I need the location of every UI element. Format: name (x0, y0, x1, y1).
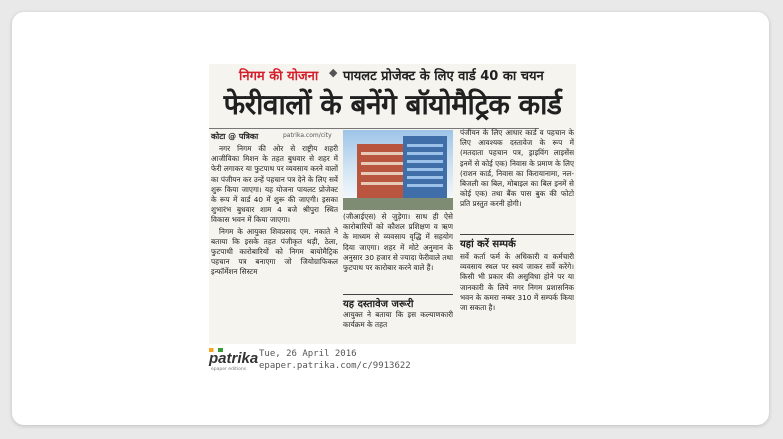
building-left (357, 144, 407, 200)
publish-date: Tue, 26 April 2016 (259, 349, 357, 359)
article-column-1 (211, 144, 338, 341)
footer-meta (259, 348, 411, 372)
article-column-3: आयुक्त ने बताया कि इस कल्याणकारी कार्यक्रम के तहत (343, 310, 453, 330)
epaper-footer (209, 346, 469, 376)
website-label: patrika.com/city (283, 132, 332, 139)
paragraph: निगम के आयुक्त शिवप्रसाद एम. नकाते ने बताया कि इसके तहत पंजीकृत थड़ी, ठेला, फुटपाथी कारोबारियों को निगम बायोमैट्रिक पहचान पत्र बनाएगा जो जियोग्राफिकल इन्फॉर्मेशन सिस्टम (211, 226, 338, 277)
section-title-contact: यहां करें सम्पर्क (460, 234, 574, 250)
subhead-label: पायलट प्रोजेक्ट के लिए वार्ड 40 का चयन (343, 69, 544, 84)
kicker-label: निगम की योजना (239, 69, 319, 84)
topline (209, 66, 576, 84)
epaper-url[interactable]: epaper.patrika.com/c/9913622 (259, 361, 411, 371)
article-photo (343, 130, 453, 210)
newspaper-clipping (209, 64, 576, 344)
ground (343, 198, 453, 210)
article-column-5: सर्वे कर्ता फर्म के अधिकारी व कर्मचारी व्यवसाय स्थल पर स्वयं जाकर सर्वे करेंगे। किसी भी प्रकार की असुविधा होने पर या जानकारी के लिये नगर निगम प्रशासनिक भवन के कमरा नम्बर 310 में सम्पर्क किया जा सकता है। (460, 252, 574, 313)
building-right (403, 136, 447, 200)
dateline: कोटा @ पत्रिका (211, 132, 259, 141)
paragraph: नगर निगम की ओर से राष्ट्रीय शहरी आजीविका मिशन के तहत बुधवार से शहर में फेरी लगाकर या फुटपाथ पर व्यवसाय करने वालों का पंजीयन कर उन्हें पहचान पत्र देने के लिए सर्वे शुरू किया जाएगा। यह योजना पायलट प्रोजेक्ट के रूप में वार्ड 40 में शुरू की जाएगी। इसका शुभारंभ बुधवार शाम 4 बजे श्रीपुरा स्थित विकास भवन में किया जाएगा। (211, 144, 338, 225)
article-column-2: (जीआईएस) से जुड़ेगा। साथ ही ऐसे कारोबारियों को कौशल प्रशिक्षण व ऋण के माध्यम से व्यवसाय वृद्धि में सहयोग दिया जाएगा। शहर में मोटे अनुमान के अनुसार 30 हजार से ज्यादा फेरीवाले तथा फुटपाथ पर कारोबार करने वाले हैं। (343, 212, 453, 273)
patrika-logo[interactable]: patrika (209, 350, 259, 367)
article-column-4: पंजीयन के लिए आधार कार्ड व पहचान के लिए आवश्यक दस्तावेज के रूप में (मतदाता पहचान पत्र, ड्राइविंग लाइसेंस इनमें से कोई एक) निवास के प्रमाण के लिए (राशन कार्ड, निवास का किरायानामा, नल-बिजली का बिल, मोबाइल का बिल इनमें से कोई एक) तथा बैंक पास बुक की फोटो प्रति प्रस्तुत करनी होगी। (460, 128, 574, 209)
section-title-documents: यह दस्तावेज जरूरी (343, 294, 453, 310)
headline: फेरीवालों के बनेंगे बॉयोमैट्रिक कार्ड (223, 88, 562, 121)
logo-subtitle: epaper editions (211, 367, 247, 372)
diamond-icon: ◆ (329, 66, 338, 79)
